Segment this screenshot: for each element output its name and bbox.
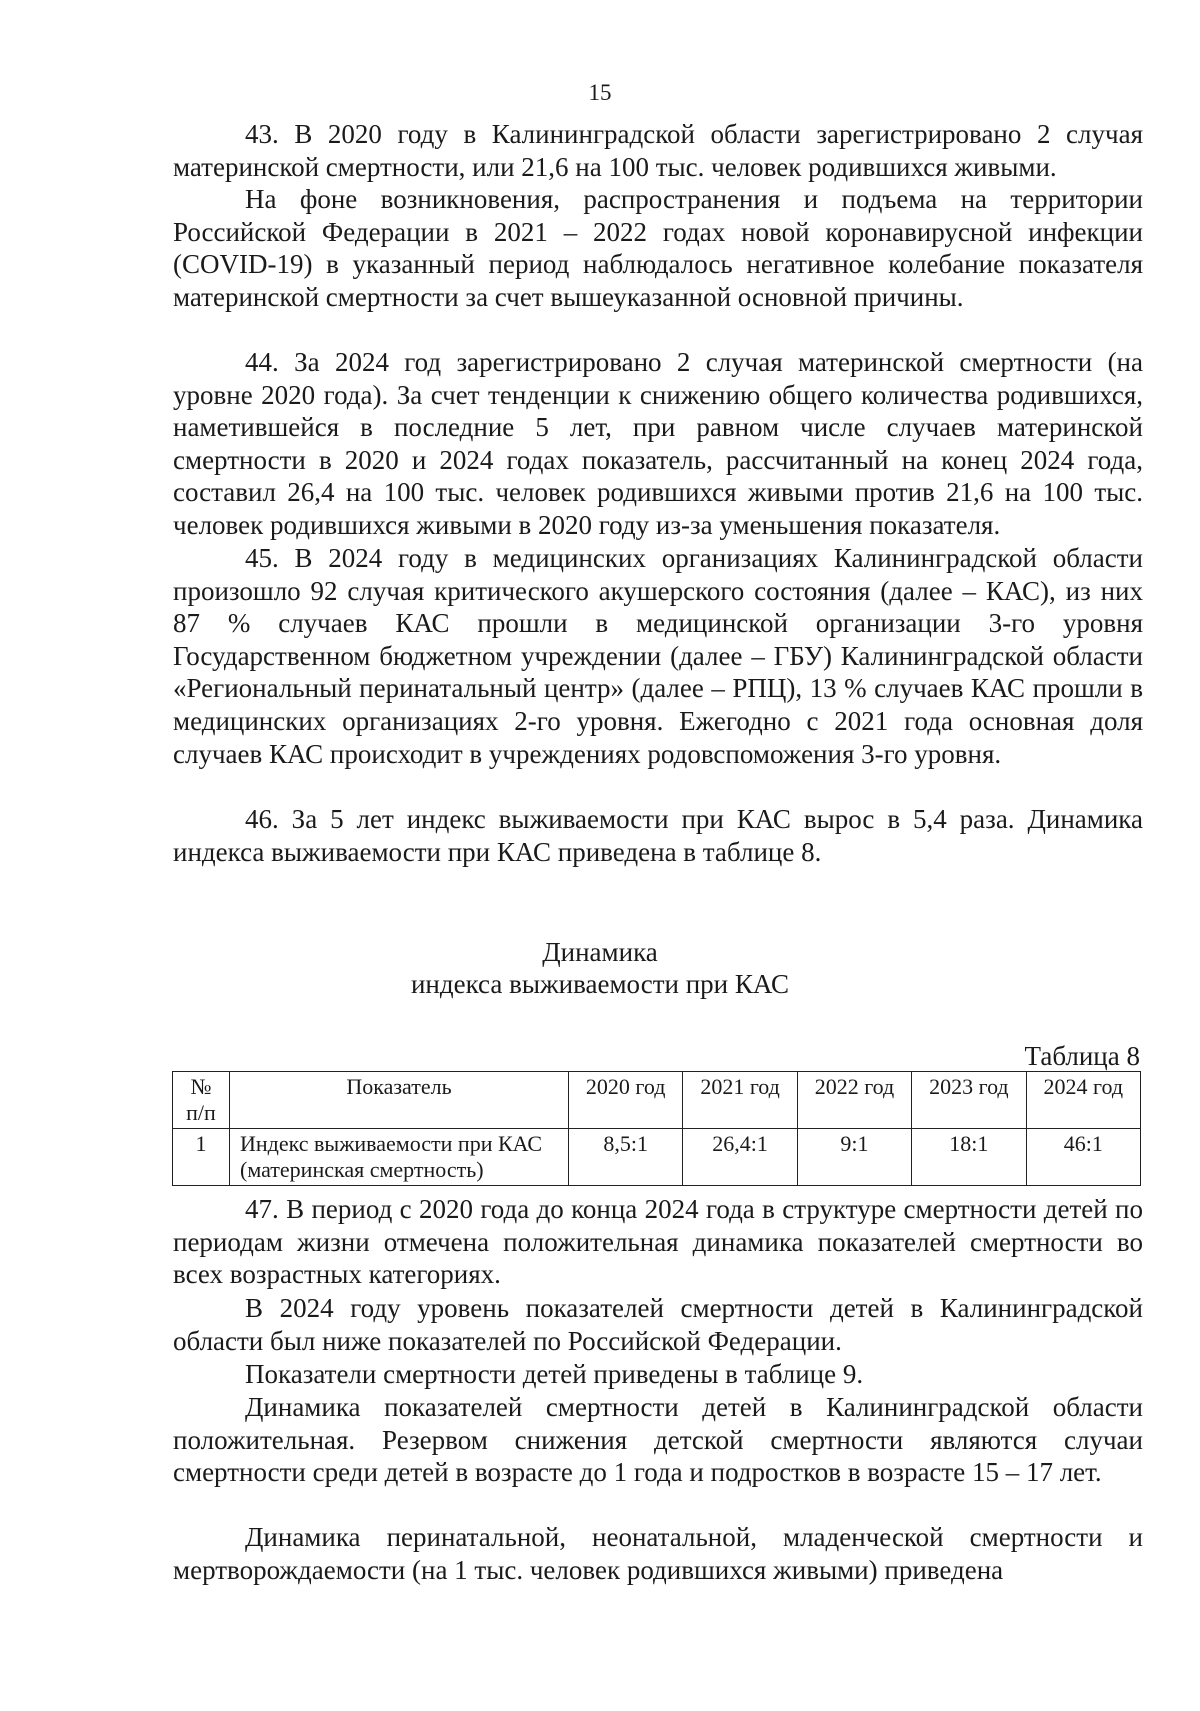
- paragraph-perinatal: Динамика перинатальной, неонатальной, младенческой смертности и мертворождаемости (на 1 тыс. человек родившихся живыми) приведена: [173, 1522, 1143, 1585]
- header-2024: 2024 год: [1026, 1072, 1140, 1129]
- header-2020: 2020 год: [569, 1072, 683, 1129]
- page-number: 15: [588, 80, 612, 105]
- cell-2023: 18:1: [912, 1129, 1026, 1186]
- paragraph-covid: На фоне возникновения, распространения и подъема на территории Российской Федерации в 2021 – 2022 годах новой коронавирусной инфекции (COVID-19) в указанный период наблюдалось негативное колебание показателя материнской смертности за счет вышеуказанной основной причины.: [173, 184, 1143, 312]
- survival-index-table: [172, 1071, 1141, 1186]
- cell-2021: 26,4:1: [683, 1129, 797, 1186]
- paragraph-43: 43. В 2020 году в Калининградской области зарегистрировано 2 случая материнской смертности, или 21,6 на 100 тыс. человек родившихся живыми.: [173, 119, 1143, 182]
- paragraph-46: 46. За 5 лет индекс выживаемости при КАС вырос в 5,4 раза. Динамика индекса выживаемости при КАС приведена в таблице 8.: [173, 804, 1143, 867]
- cell-2024: 46:1: [1026, 1129, 1140, 1186]
- cell-indicator: Индекс выживаемости при КАС (материнская смертность): [230, 1129, 569, 1186]
- table-label: Таблица 8: [1024, 1041, 1140, 1071]
- cell-2020: 8,5:1: [569, 1129, 683, 1186]
- paragraph-table9-ref: Показатели смертности детей приведены в таблице 9.: [245, 1359, 864, 1389]
- paragraph-2024-level: В 2024 году уровень показателей смертности детей в Калининградской области был ниже показателей по Российской Федерации.: [173, 1293, 1143, 1356]
- paragraph-47: 47. В период с 2020 года до конца 2024 года в структуре смертности детей по периодам жизни отмечена положительная динамика показателей смертности во всех возрастных категориях.: [173, 1194, 1143, 1290]
- paragraph-44: 44. За 2024 год зарегистрировано 2 случая материнской смертности (на уровне 2020 года). За счет тенденции к снижению общего количества родившихся, наметившейся в последние 5 лет, при равном числе случаев материнской смертности в 2020 и 2024 годах показатель, рассчитанный на конец 2024 года, составил 26,4 на 100 тыс. человек родившихся живыми против 21,6 на 100 тыс. человек родившихся живыми в 2020 году из-за уменьшения показателя.: [173, 347, 1143, 540]
- header-2022: 2022 год: [797, 1072, 911, 1129]
- paragraph-dynamics: Динамика показателей смертности детей в Калининградской области положительная. Резервом снижения детской смертности являются случаи смертности среди детей в возрасте до 1 года и подростков в возрасте 15 – 17 лет.: [173, 1392, 1143, 1488]
- table-row: [173, 1129, 1141, 1186]
- header-number: № п/п: [173, 1072, 230, 1129]
- cell-2022: 9:1: [797, 1129, 911, 1186]
- cell-number: 1: [173, 1129, 230, 1186]
- table-header-row: [173, 1072, 1141, 1129]
- paragraph-45: 45. В 2024 году в медицинских организациях Калининградской области произошло 92 случая критического акушерского состояния (далее – КАС), из них 87 % случаев КАС прошли в медицинской организации 3-го уровня Государственном бюджетном учреждении (далее – ГБУ) Калининградской области «Региональный перинатальный центр» (далее – РПЦ), 13 % случаев КАС прошли в медицинских организациях 2-го уровня. Ежегодно с 2021 года основная доля случаев КАС происходит в учреждениях родовспоможения 3-го уровня.: [173, 543, 1143, 769]
- header-2023: 2023 год: [912, 1072, 1026, 1129]
- header-indicator: Показатель: [230, 1072, 569, 1129]
- table-caption-subtitle: индекса выживаемости при КАС: [410, 969, 790, 999]
- table-caption-title: Динамика: [542, 937, 658, 967]
- header-2021: 2021 год: [683, 1072, 797, 1129]
